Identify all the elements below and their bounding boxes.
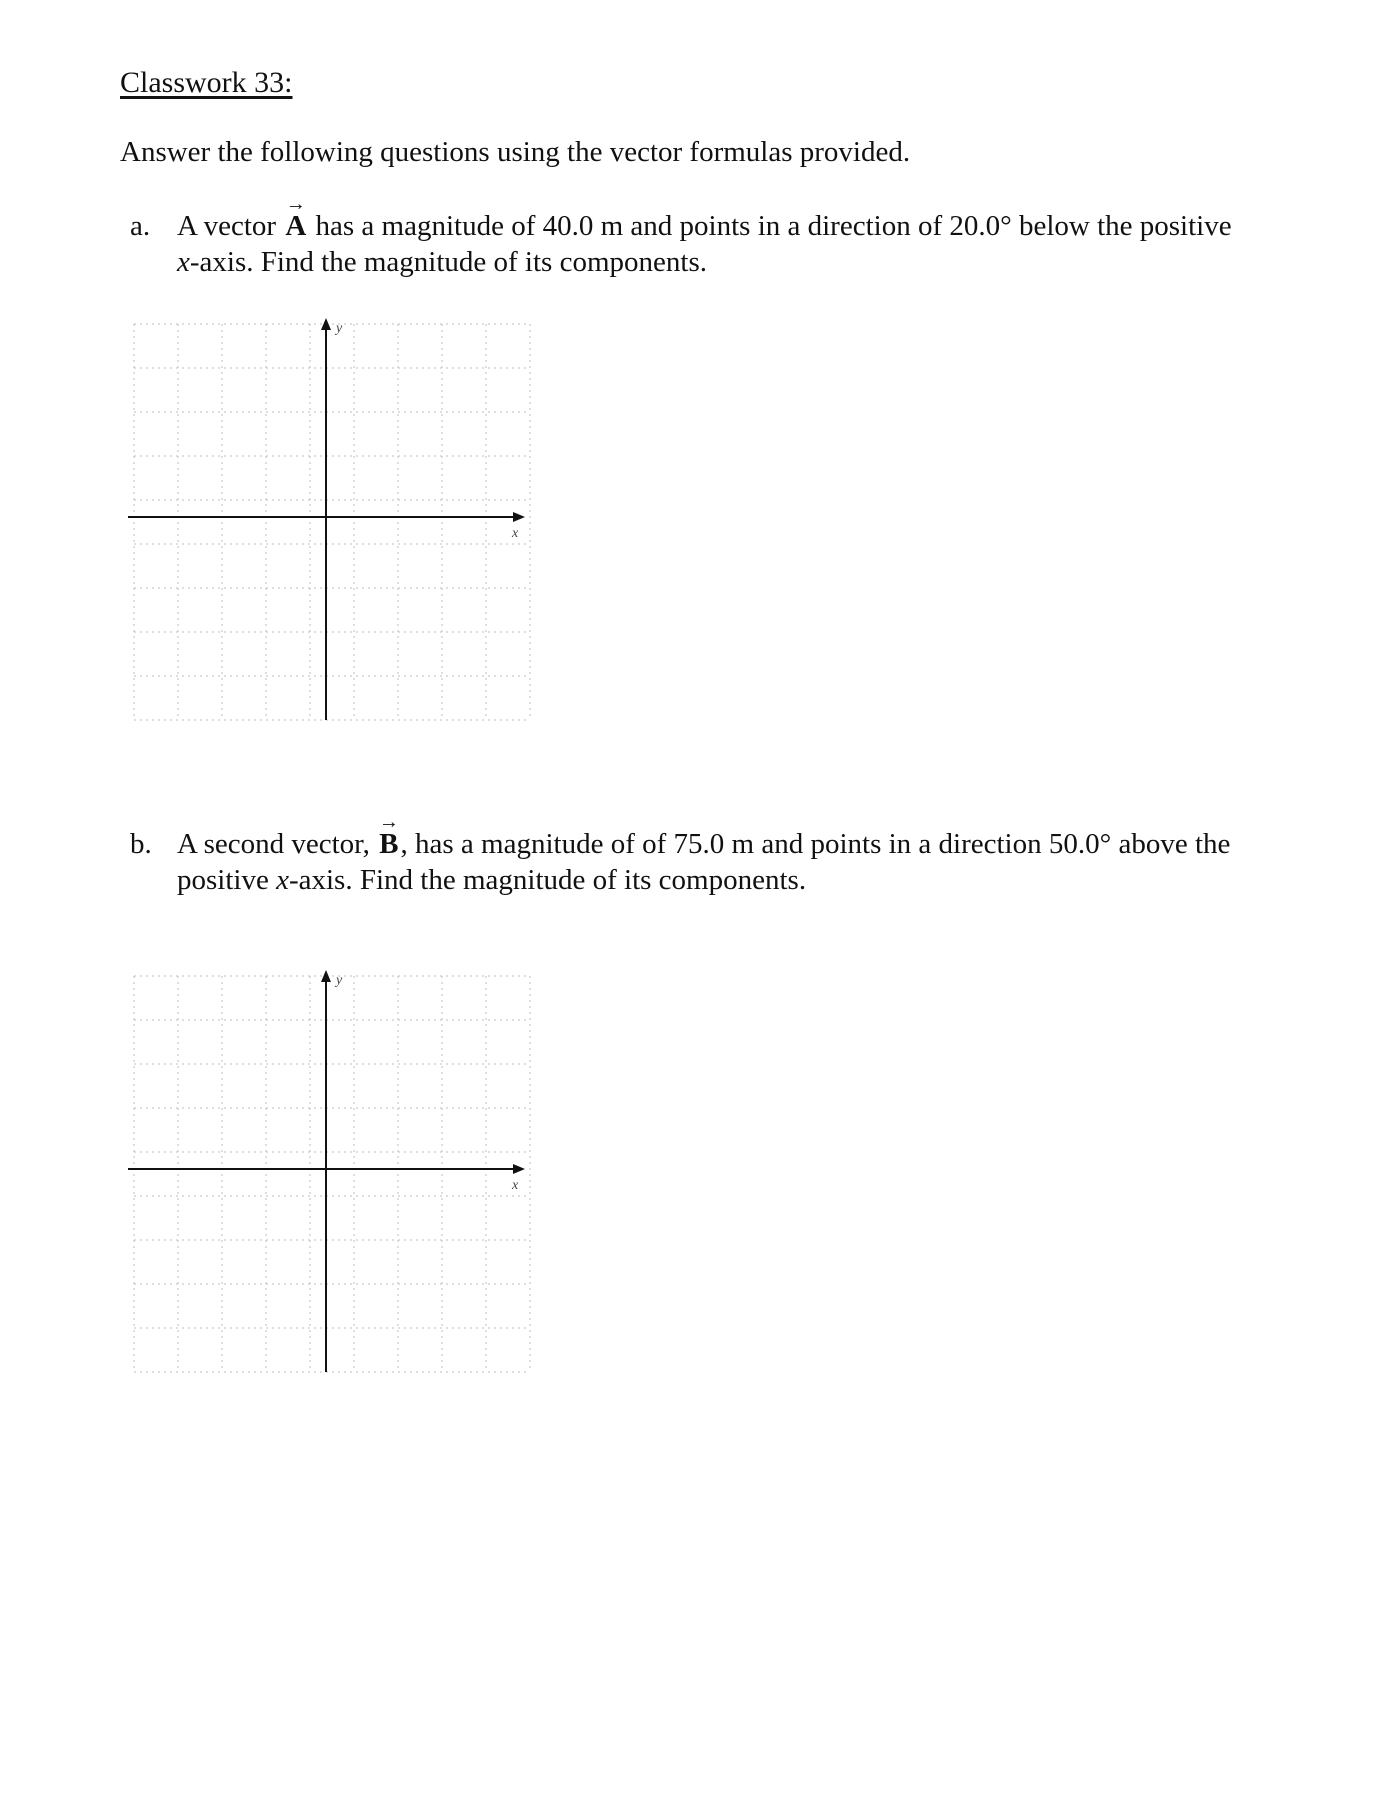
- vector-arrow-icon: →: [285, 193, 306, 215]
- question-b: [130, 811, 1320, 898]
- question-a: [130, 193, 1320, 280]
- question-text: -axis. Find the magnitude of its components.: [189, 246, 707, 278]
- question-text: has a magnitude of 40.0 m and points in a direction of 20.0° below the positive: [315, 210, 1232, 242]
- vector-symbol-b: → B: [378, 811, 399, 860]
- x-axis-arrow-icon: [513, 1164, 525, 1174]
- question-text: -axis. Find the magnitude of its components.: [288, 864, 807, 896]
- question-marker: a.: [130, 210, 151, 242]
- instructions: Answer the following questions using the vector formulas provided.: [120, 136, 911, 168]
- axis-variable: x: [276, 864, 289, 896]
- coordinate-grid-a: [120, 310, 540, 730]
- y-axis-arrow-icon: [321, 970, 331, 982]
- question-text: A second vector,: [177, 828, 370, 860]
- page-title: Classwork 33:: [120, 66, 293, 99]
- question-text: positive: [177, 864, 269, 896]
- x-axis-label: x: [512, 526, 519, 541]
- y-axis-label: y: [336, 973, 343, 988]
- y-axis-label: y: [336, 321, 343, 336]
- vector-symbol-a: → A: [285, 193, 307, 242]
- x-axis-arrow-icon: [513, 512, 525, 522]
- question-marker: b.: [130, 828, 152, 860]
- axis-variable: x: [177, 246, 190, 278]
- y-axis-arrow-icon: [321, 318, 331, 330]
- vector-arrow-icon: →: [378, 811, 399, 833]
- question-text: A vector: [177, 210, 277, 242]
- question-text: , has a magnitude of of 75.0 m and points in a direction 50.0° above the: [400, 828, 1231, 860]
- coordinate-grid-b: [120, 962, 540, 1382]
- x-axis-label: x: [512, 1178, 519, 1193]
